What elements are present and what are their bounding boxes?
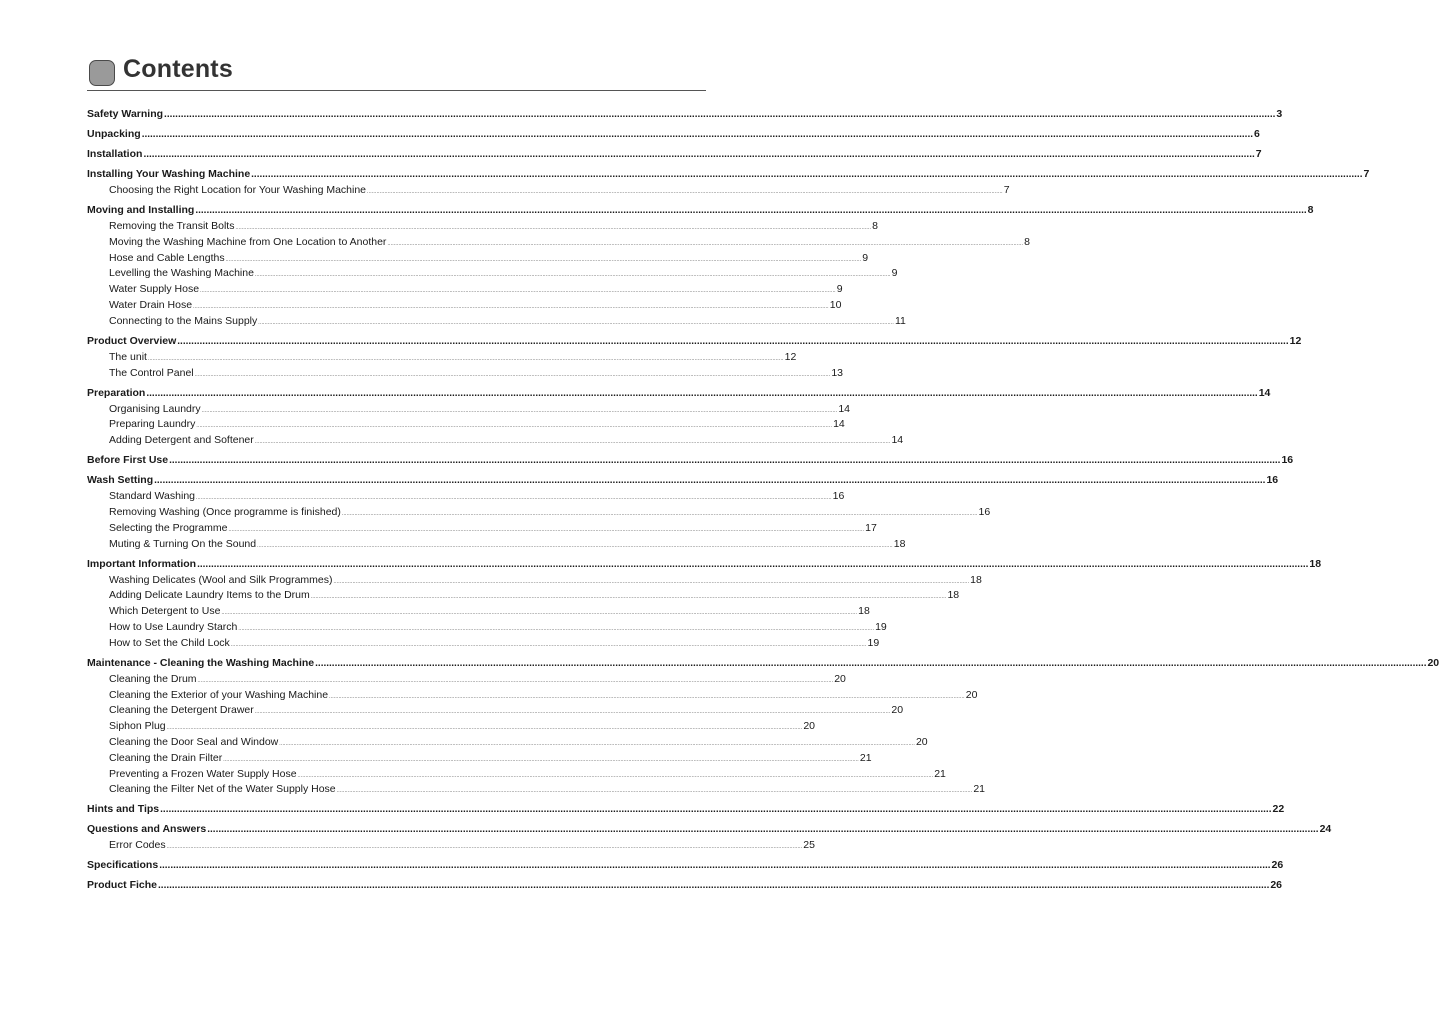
- toc-leader-dots: ................................................................................................................................................................................................................................................................................................................................................................................................................: [387, 240, 1024, 247]
- toc-entry-title: Product Overview: [87, 334, 177, 347]
- toc-subsection-entry[interactable]: [87, 490, 845, 503]
- toc-entry-title: Adding Detergent and Softener: [109, 434, 254, 447]
- toc-subsection-entry[interactable]: [87, 366, 843, 379]
- toc-leader-dots: ................................................................................................................................................................................................................................................................................................................................................................................................................: [238, 626, 875, 632]
- toc-page-number: 7: [1003, 184, 1010, 196]
- toc-subsection-entry[interactable]: [87, 767, 946, 780]
- toc-entry-title: Cleaning the Filter Net of the Water Supply Hose: [109, 783, 336, 796]
- toc-page-number: 21: [859, 751, 872, 764]
- toc-leader-dots: ................................................................................................................................................................................................................................................................................................................................................................................................................: [235, 225, 872, 231]
- toc-page-number: 25: [803, 839, 815, 852]
- toc-entry-title: Choosing the Right Location for Your Washing Machine: [109, 184, 367, 196]
- toc-leader-dots: ................................................................................................................................................................................................................................................................................................................................................................................................................: [279, 741, 915, 747]
- toc-page-number: 9: [862, 251, 869, 264]
- toc-leader-dots: ................................................................................................................................................................................................................................................................................................................................................................................................................: [159, 860, 1271, 872]
- toc-page-number: 18: [947, 589, 960, 602]
- toc-subsection-entry[interactable]: [87, 621, 887, 633]
- toc-leader-dots: ................................................................................................................................................................................................................................................................................................................................................................................................................: [196, 423, 833, 430]
- toc-entry-title: Preparing Laundry: [109, 418, 196, 431]
- toc-subsection-entry[interactable]: [87, 839, 815, 852]
- page-title: Contents: [123, 55, 233, 83]
- toc-subsection-entry[interactable]: [87, 720, 815, 733]
- toc-entry-title: Cleaning the Door Seal and Window: [109, 736, 279, 748]
- toc-leader-dots: ................................................................................................................................................................................................................................................................................................................................................................................................................: [147, 355, 784, 362]
- toc-entry-title: Levelling the Washing Machine: [109, 267, 254, 280]
- toc-entry-title: Wash Setting: [87, 474, 154, 487]
- toc-subsection-entry[interactable]: [87, 672, 846, 685]
- toc-page-number: 7: [1363, 168, 1370, 180]
- toc-entry-title: Product Fiche: [87, 879, 158, 892]
- toc-entry-title: Error Codes: [109, 839, 166, 852]
- toc-entry-title: Installation: [87, 148, 143, 160]
- toc-entry-title: Unpacking: [87, 128, 141, 140]
- toc-leader-dots: ................................................................................................................................................................................................................................................................................................................................................................................................................: [333, 578, 970, 585]
- toc-page-number: 6: [1254, 128, 1260, 140]
- toc-subsection-entry[interactable]: [87, 506, 991, 518]
- toc-leader-dots: ................................................................................................................................................................................................................................................................................................................................................................................................................: [258, 319, 894, 326]
- toc-leader-dots: ................................................................................................................................................................................................................................................................................................................................................................................................................: [164, 109, 1276, 120]
- toc-entry-title: Which Detergent to Use: [109, 605, 221, 618]
- toc-page-number: 19: [875, 621, 887, 633]
- toc-leader-dots: ................................................................................................................................................................................................................................................................................................................................................................................................................: [196, 495, 832, 502]
- toc-section-entry[interactable]: [87, 108, 1283, 120]
- toc-page-number: 8: [1024, 235, 1030, 248]
- toc-leader-dots: ................................................................................................................................................................................................................................................................................................................................................................................................................: [310, 594, 947, 601]
- toc-leader-dots: ................................................................................................................................................................................................................................................................................................................................................................................................................: [200, 288, 836, 295]
- toc-page-number: 12: [1289, 334, 1302, 347]
- toc-leader-dots: ................................................................................................................................................................................................................................................................................................................................................................................................................: [169, 455, 1281, 467]
- toc-entry-title: Organising Laundry: [109, 402, 201, 415]
- toc-leader-dots: ................................................................................................................................................................................................................................................................................................................................................................................................................: [315, 657, 1427, 669]
- toc-subsection-entry[interactable]: [87, 589, 960, 602]
- toc-leader-dots: ................................................................................................................................................................................................................................................................................................................................................................................................................: [254, 272, 891, 279]
- toc-section-entry[interactable]: [87, 204, 1314, 216]
- toc-section-entry[interactable]: [87, 656, 1439, 669]
- toc-subsection-entry[interactable]: [87, 267, 898, 280]
- toc-page-number: 20: [834, 672, 846, 685]
- toc-entry-title: Cleaning the Exterior of your Washing Machine: [109, 688, 329, 701]
- toc-entry-title: Water Drain Hose: [109, 299, 193, 311]
- toc-section-entry[interactable]: [87, 859, 1284, 872]
- toc-entry-title: Cleaning the Drum: [109, 672, 197, 685]
- toc-subsection-entry[interactable]: [87, 783, 985, 796]
- toc-entry-title: Preventing a Frozen Water Supply Hose: [109, 767, 297, 780]
- toc-entry-title: The Control Panel: [109, 366, 194, 379]
- toc-section-entry[interactable]: [87, 148, 1262, 160]
- toc-entry-title: Installing Your Washing Machine: [87, 168, 251, 180]
- toc-leader-dots: ................................................................................................................................................................................................................................................................................................................................................................................................................: [207, 824, 1319, 836]
- toc-section-entry[interactable]: [87, 823, 1332, 836]
- toc-entry-title: Selecting the Programme: [109, 521, 228, 534]
- toc-page-number: 21: [973, 783, 985, 796]
- toc-page-number: 18: [893, 537, 906, 550]
- toc-leader-dots: ................................................................................................................................................................................................................................................................................................................................................................................................................: [201, 407, 838, 414]
- toc-leader-dots: ................................................................................................................................................................................................................................................................................................................................................................................................................: [141, 129, 1254, 140]
- toc-entry-title: Washing Delicates (Wool and Silk Programmes): [109, 573, 333, 586]
- toc-leader-dots: ................................................................................................................................................................................................................................................................................................................................................................................................................: [341, 511, 978, 517]
- toc-subsection-entry[interactable]: [87, 350, 797, 363]
- toc-entry-title: Removing Washing (Once programme is finished): [109, 506, 341, 518]
- toc-entry-title: Adding Delicate Laundry Items to the Drum: [109, 589, 310, 602]
- toc-subsection-entry[interactable]: [87, 605, 870, 618]
- toc-leader-dots: ................................................................................................................................................................................................................................................................................................................................................................................................................: [166, 725, 803, 732]
- toc-leader-dots: ................................................................................................................................................................................................................................................................................................................................................................................................................: [251, 169, 1363, 180]
- toc-entry-title: Cleaning the Detergent Drawer: [109, 704, 254, 717]
- toc-leader-dots: ................................................................................................................................................................................................................................................................................................................................................................................................................: [254, 439, 891, 446]
- toc-leader-dots: ................................................................................................................................................................................................................................................................................................................................................................................................................: [367, 189, 1003, 195]
- toc-leader-dots: ................................................................................................................................................................................................................................................................................................................................................................................................................: [254, 709, 891, 716]
- toc-leader-dots: ................................................................................................................................................................................................................................................................................................................................................................................................................: [166, 844, 803, 851]
- toc-entry-title: Moving and Installing: [87, 204, 195, 216]
- toc-entry-title: Hose and Cable Lengths: [109, 251, 225, 264]
- toc-leader-dots: ................................................................................................................................................................................................................................................................................................................................................................................................................: [197, 558, 1309, 570]
- toc-entry-title: Water Supply Hose: [109, 283, 200, 296]
- toc-section-entry[interactable]: [87, 557, 1322, 570]
- toc-page-number: 20: [915, 736, 928, 748]
- toc-subsection-entry[interactable]: [87, 314, 906, 327]
- toc-section-entry[interactable]: [87, 168, 1370, 180]
- toc-page-number: 14: [838, 402, 850, 415]
- toc-subsection-entry[interactable]: [87, 636, 880, 649]
- toc-entry-title: Connecting to the Mains Supply: [109, 314, 258, 327]
- toc-page-number: 8: [1307, 204, 1314, 216]
- toc-subsection-entry[interactable]: [87, 251, 869, 264]
- toc-section-entry[interactable]: [87, 474, 1279, 487]
- toc-page-number: 13: [831, 366, 843, 379]
- toc-page-number: 26: [1271, 859, 1284, 872]
- toc-section-entry[interactable]: [87, 803, 1285, 816]
- toc-subsection-entry[interactable]: [87, 521, 877, 534]
- toc-leader-dots: ................................................................................................................................................................................................................................................................................................................................................................................................................: [223, 756, 859, 763]
- toc-leader-dots: ................................................................................................................................................................................................................................................................................................................................................................................................................: [154, 475, 1266, 487]
- toc-entry-title: The unit: [109, 350, 147, 363]
- toc-page-number: 24: [1319, 823, 1332, 836]
- toc-leader-dots: ................................................................................................................................................................................................................................................................................................................................................................................................................: [336, 788, 973, 795]
- toc-subsection-entry[interactable]: [87, 402, 850, 415]
- toc-page-number: 14: [1258, 386, 1271, 399]
- toc-subsection-entry[interactable]: [87, 704, 904, 717]
- toc-page-number: 8: [872, 220, 878, 232]
- toc-subsection-entry[interactable]: [87, 434, 904, 447]
- rounded-square-icon: [89, 60, 115, 86]
- toc-leader-dots: ................................................................................................................................................................................................................................................................................................................................................................................................................: [158, 880, 1270, 892]
- toc-page-number: 9: [836, 283, 843, 296]
- toc-entry-title: Muting & Turning On the Sound: [109, 537, 257, 550]
- toc-subsection-entry[interactable]: [87, 299, 842, 311]
- toc-page-number: 14: [833, 418, 845, 431]
- toc-entry-title: Moving the Washing Machine from One Location to Another: [109, 235, 387, 248]
- toc-subsection-entry[interactable]: [87, 220, 878, 232]
- toc-page-number: 11: [894, 314, 906, 327]
- toc-page-number: 20: [965, 688, 978, 701]
- toc-entry-title: How to Set the Child Lock: [109, 636, 230, 649]
- toc-subsection-entry[interactable]: [87, 184, 1010, 196]
- toc-entry-title: Questions and Answers: [87, 823, 207, 836]
- toc-leader-dots: ................................................................................................................................................................................................................................................................................................................................................................................................................: [146, 387, 1258, 399]
- toc-page-number: 18: [1309, 557, 1322, 570]
- toc-page-number: 16: [1266, 474, 1279, 487]
- toc-page-number: 3: [1276, 108, 1283, 120]
- toc-leader-dots: ................................................................................................................................................................................................................................................................................................................................................................................................................: [177, 335, 1289, 347]
- toc-leader-dots: ................................................................................................................................................................................................................................................................................................................................................................................................................: [225, 256, 862, 263]
- toc-section-entry[interactable]: [87, 879, 1283, 892]
- toc-page-number: 19: [867, 636, 880, 649]
- toc-page-number: 16: [1281, 454, 1294, 467]
- toc-page-number: 10: [829, 299, 842, 311]
- toc-entry-title: Removing the Transit Bolts: [109, 220, 235, 232]
- toc-page-number: 14: [891, 434, 904, 447]
- toc-section-entry[interactable]: [87, 334, 1302, 347]
- toc-leader-dots: ................................................................................................................................................................................................................................................................................................................................................................................................................: [143, 149, 1255, 160]
- toc-subsection-entry[interactable]: [87, 573, 982, 586]
- toc-entry-title: Maintenance - Cleaning the Washing Machine: [87, 656, 315, 669]
- toc-subsection-entry[interactable]: [87, 418, 845, 431]
- toc-entry-title: Siphon Plug: [109, 720, 166, 733]
- toc-page-number: 18: [858, 605, 870, 618]
- toc-entry-title: Cleaning the Drain Filter: [109, 751, 223, 764]
- toc-subsection-entry[interactable]: [87, 283, 843, 296]
- toc-leader-dots: ................................................................................................................................................................................................................................................................................................................................................................................................................: [230, 641, 867, 648]
- toc-subsection-entry[interactable]: [87, 736, 928, 748]
- toc-leader-dots: ................................................................................................................................................................................................................................................................................................................................................................................................................: [329, 693, 965, 700]
- toc-leader-dots: ................................................................................................................................................................................................................................................................................................................................................................................................................: [297, 772, 934, 779]
- toc-page-number: 16: [832, 490, 845, 503]
- toc-subsection-entry[interactable]: [87, 537, 906, 550]
- toc-leader-dots: ................................................................................................................................................................................................................................................................................................................................................................................................................: [195, 205, 1307, 216]
- toc-subsection-entry[interactable]: [87, 235, 1030, 248]
- toc-entry-title: Before First Use: [87, 454, 169, 467]
- contents-header: [87, 54, 706, 91]
- toc-entry-title: Important Information: [87, 557, 197, 570]
- toc-section-entry[interactable]: [87, 454, 1294, 467]
- toc-page-number: 22: [1272, 803, 1285, 816]
- toc-subsection-entry[interactable]: [87, 751, 872, 764]
- toc-page-number: 12: [784, 350, 797, 363]
- toc-page-number: 16: [978, 506, 991, 518]
- toc-section-entry[interactable]: [87, 128, 1260, 140]
- toc-leader-dots: ................................................................................................................................................................................................................................................................................................................................................................................................................: [160, 804, 1272, 816]
- toc-page-number: 18: [970, 573, 982, 586]
- toc-page-number: 26: [1270, 879, 1283, 892]
- toc-entry-title: Hints and Tips: [87, 803, 160, 816]
- toc-page-number: 20: [1427, 656, 1439, 669]
- toc-leader-dots: ................................................................................................................................................................................................................................................................................................................................................................................................................: [228, 526, 865, 533]
- toc-entry-title: Specifications: [87, 859, 159, 872]
- toc-leader-dots: ................................................................................................................................................................................................................................................................................................................................................................................................................: [194, 371, 831, 378]
- toc-leader-dots: ................................................................................................................................................................................................................................................................................................................................................................................................................: [221, 610, 858, 617]
- toc-entry-title: How to Use Laundry Starch: [109, 621, 238, 633]
- toc-page-number: 20: [891, 704, 904, 717]
- toc-subsection-entry[interactable]: [87, 688, 978, 701]
- toc-entry-title: Standard Washing: [109, 490, 195, 503]
- toc-page-number: 20: [803, 720, 815, 733]
- toc-leader-dots: ................................................................................................................................................................................................................................................................................................................................................................................................................: [257, 542, 893, 549]
- toc-section-entry[interactable]: [87, 386, 1271, 399]
- toc-page-number: 17: [865, 521, 877, 534]
- toc-leader-dots: ................................................................................................................................................................................................................................................................................................................................................................................................................: [197, 677, 834, 684]
- toc-page-number: 21: [934, 767, 946, 780]
- toc-entry-title: Safety Warning: [87, 108, 164, 120]
- toc-entry-title: Preparation: [87, 386, 146, 399]
- toc-page-number: 9: [891, 267, 898, 280]
- toc-page-number: 7: [1255, 148, 1262, 160]
- toc-leader-dots: ................................................................................................................................................................................................................................................................................................................................................................................................................: [193, 304, 829, 310]
